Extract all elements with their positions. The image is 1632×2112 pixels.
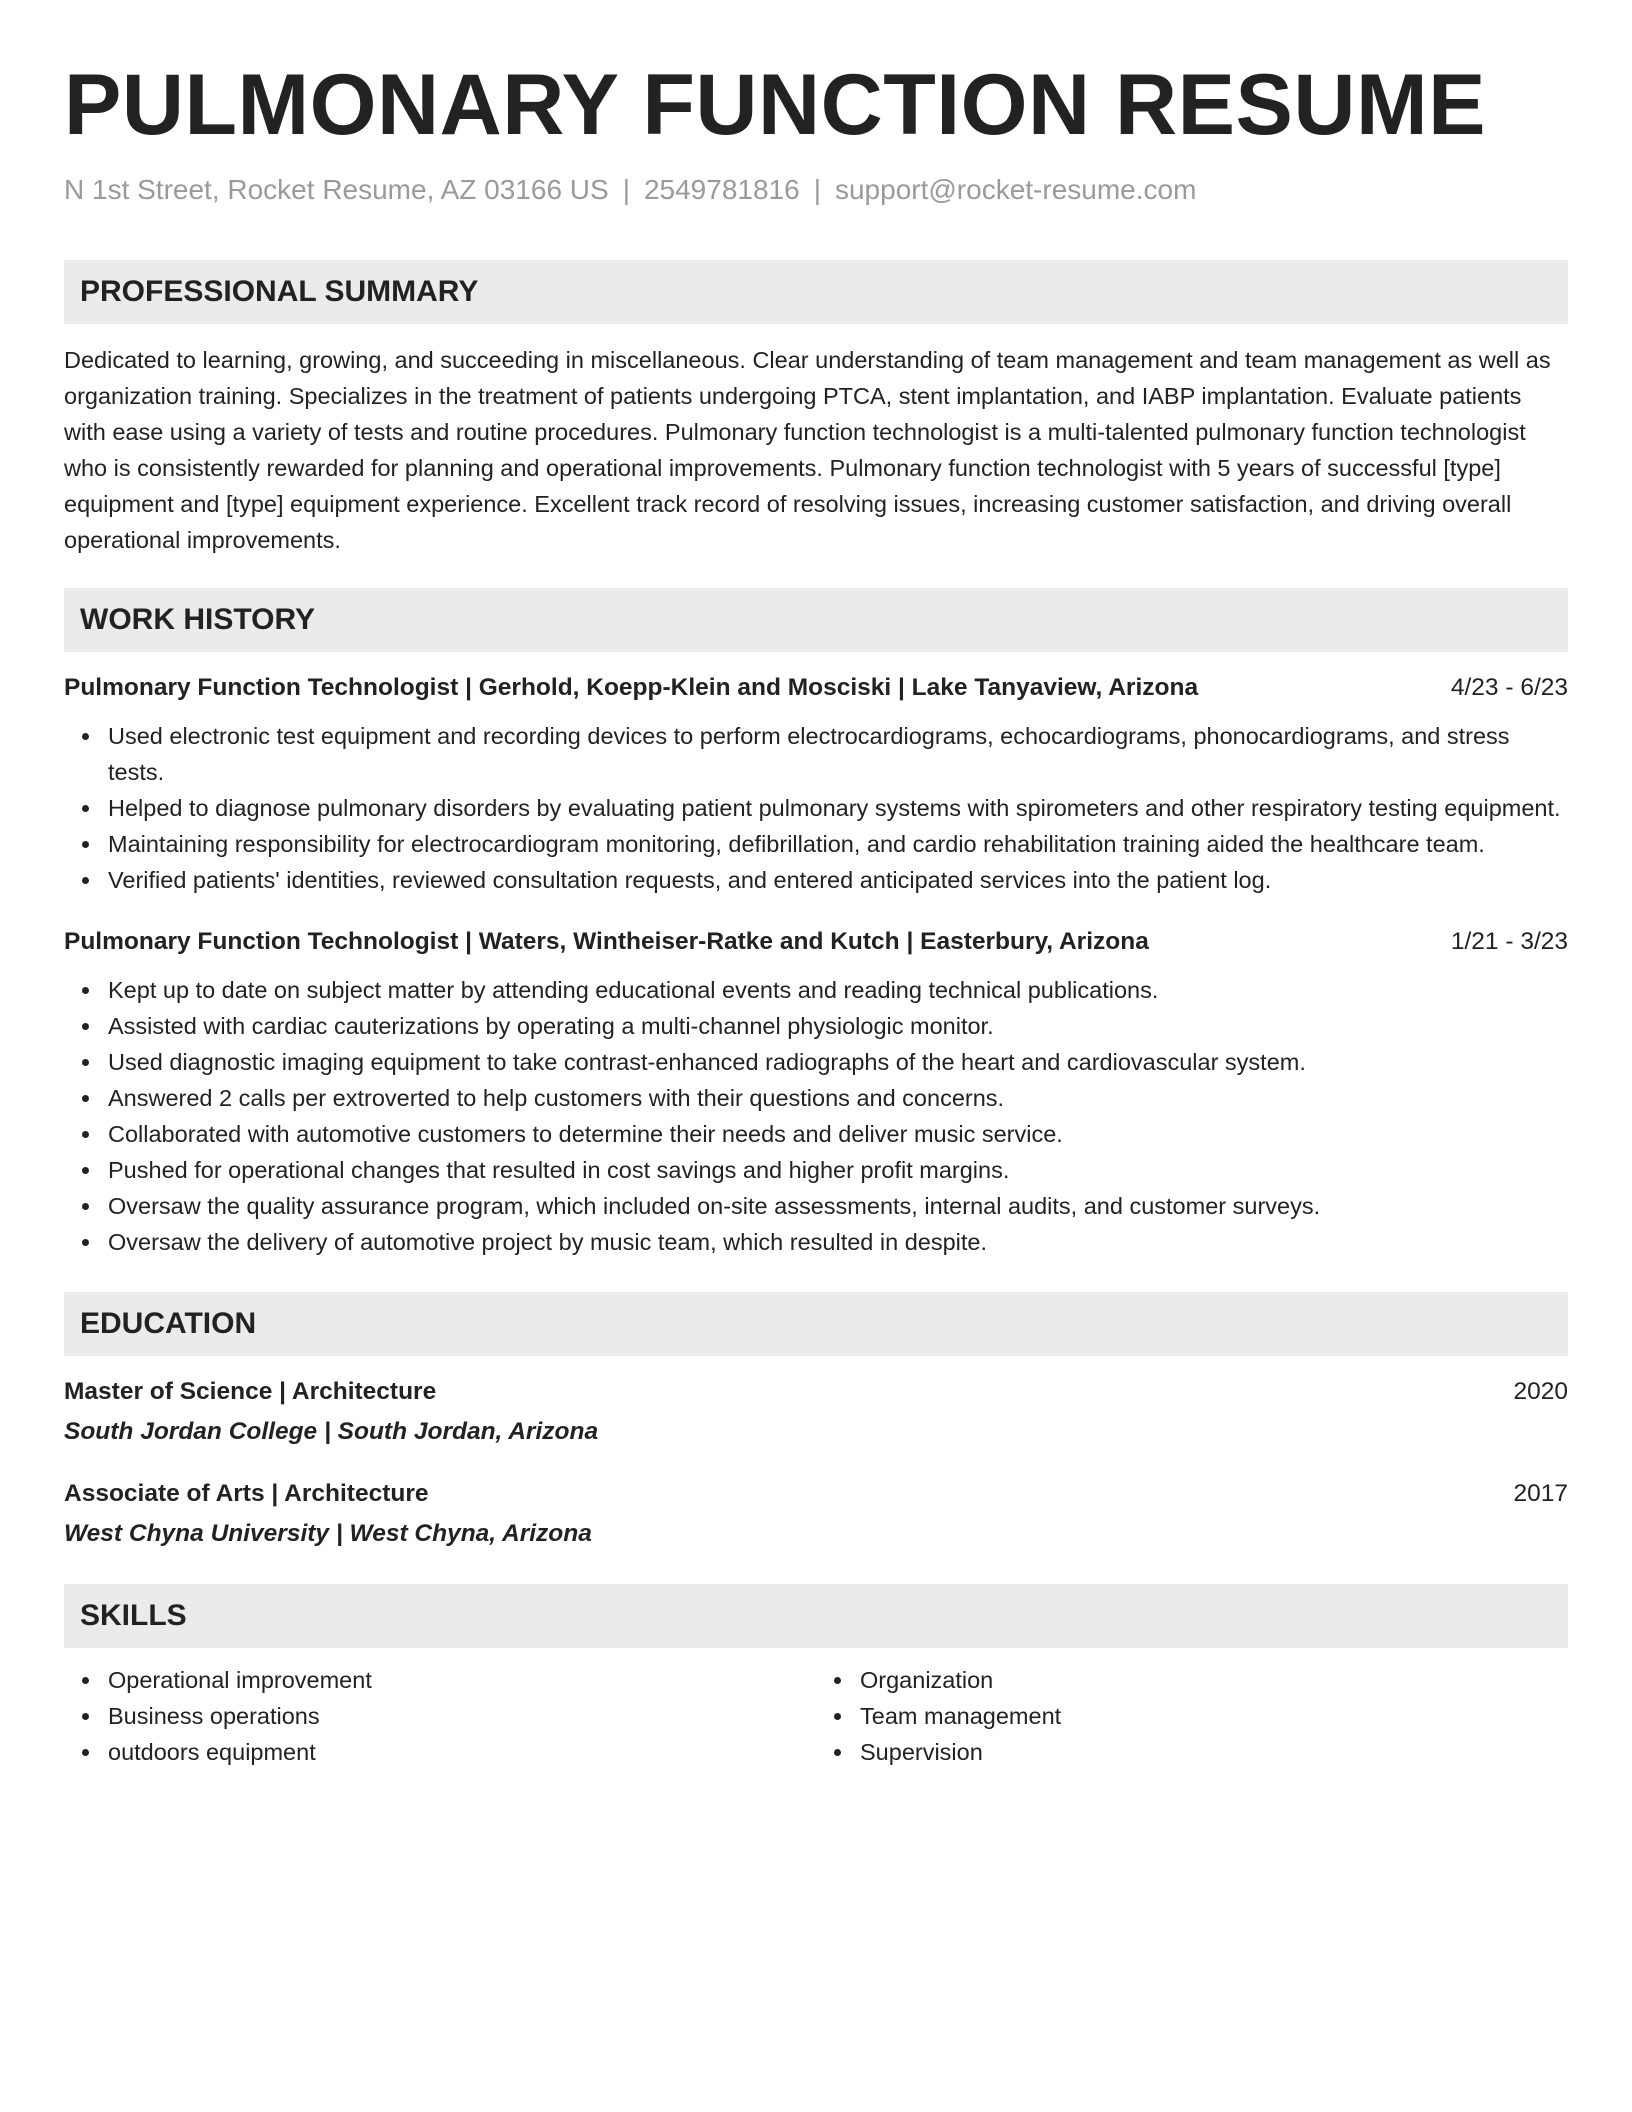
job-entry <box>64 672 1568 898</box>
list-item: Used diagnostic imaging equipment to take contrast-enhanced radiographs of the heart and cardiovascular system. <box>108 1044 1568 1080</box>
school-name: West Chyna University | West Chyna, Arizona <box>64 1520 592 1547</box>
job-bullets <box>64 972 1568 1260</box>
education-entry <box>64 1376 1568 1448</box>
skill-item: Supervision <box>860 1734 1568 1770</box>
list-item: Verified patients' identities, reviewed consultation requests, and entered anticipated services into the patient log. <box>108 862 1568 898</box>
education-header <box>64 1478 1568 1510</box>
section-header-summary <box>64 260 1568 324</box>
list-item: Maintaining responsibility for electrocardiogram monitoring, defibrillation, and cardio rehabilitation training aided the healthcare team. <box>108 826 1568 862</box>
section-title: EDUCATION <box>80 1307 257 1340</box>
education-header <box>64 1376 1568 1408</box>
list-item: Answered 2 calls per extroverted to help customers with their questions and concerns. <box>108 1080 1568 1116</box>
skill-item: Operational improvement <box>108 1662 816 1698</box>
job-title: Pulmonary Function Technologist | Waters, Wintheiser-Ratke and Kutch | Easterbury, Arizona <box>64 928 1149 955</box>
resume-name: PULMONARY FUNCTION RESUME <box>64 57 1486 153</box>
contact-email: support@rocket-resume.com <box>834 174 1197 205</box>
contact-line <box>64 176 1568 204</box>
skills-column-right <box>816 1662 1568 1770</box>
contact-separator: | <box>622 174 630 205</box>
skill-item: outdoors equipment <box>108 1734 816 1770</box>
skill-item: Business operations <box>108 1698 816 1734</box>
section-header-work-history <box>64 588 1568 652</box>
job-dates: 4/23 - 6/23 <box>1450 674 1568 701</box>
degree-title: Master of Science | Architecture <box>64 1378 437 1405</box>
section-title: WORK HISTORY <box>80 603 316 636</box>
contact-phone: 2549781816 <box>643 174 800 205</box>
graduation-year: 2017 <box>1513 1480 1568 1507</box>
job-header <box>64 672 1568 704</box>
section-title: PROFESSIONAL SUMMARY <box>80 275 479 308</box>
job-dates: 1/21 - 3/23 <box>1450 928 1568 955</box>
list-item: Used electronic test equipment and recording devices to perform electrocardiograms, echocardiograms, phonocardiograms, and stress tests. <box>108 718 1568 790</box>
list-item: Helped to diagnose pulmonary disorders by evaluating patient pulmonary systems with spirometers and other respiratory testing equipment. <box>108 790 1568 826</box>
job-bullets <box>64 718 1568 898</box>
list-item: Oversaw the delivery of automotive project by music team, which resulted in despite. <box>108 1224 1568 1260</box>
skill-item: Team management <box>860 1698 1568 1734</box>
contact-separator: | <box>813 174 821 205</box>
school-name: South Jordan College | South Jordan, Arizona <box>64 1418 599 1445</box>
contact-address: N 1st Street, Rocket Resume, AZ 03166 US <box>64 174 609 205</box>
section-header-skills <box>64 1584 1568 1648</box>
degree-title: Associate of Arts | Architecture <box>64 1480 429 1507</box>
skills-column-left <box>64 1662 816 1770</box>
job-entry <box>64 926 1568 1260</box>
summary-paragraph: Dedicated to learning, growing, and succeeding in miscellaneous. Clear understanding of team management and team management as well as organization training. Specializes in the treatment of patients undergoing PTCA, stent implantation, and IABP implantation. Evaluate patients with ease using a variety of tests and routine procedures. Pulmonary function technologist is a multi-talented pulmonary function technologist who is consistently rewarded for planning and operational improvements. Pulmonary function technologist with 5 years of successful [type] equipment and [type] equipment experience. Excellent track record of resolving issues, increasing customer satisfaction, and driving overall operational improvements. <box>64 347 1551 553</box>
list-item: Pushed for operational changes that resulted in cost savings and higher profit margins. <box>108 1152 1568 1188</box>
job-header <box>64 926 1568 958</box>
education-entry <box>64 1478 1568 1550</box>
list-item: Collaborated with automotive customers to determine their needs and deliver music service. <box>108 1116 1568 1152</box>
list-item: Kept up to date on subject matter by attending educational events and reading technical publications. <box>108 972 1568 1008</box>
list-item: Assisted with cardiac cauterizations by operating a multi-channel physiologic monitor. <box>108 1008 1568 1044</box>
skills-list <box>64 1662 1568 1770</box>
list-item: Oversaw the quality assurance program, which included on-site assessments, internal audits, and customer surveys. <box>108 1188 1568 1224</box>
skill-item: Organization <box>860 1662 1568 1698</box>
graduation-year: 2020 <box>1513 1378 1568 1405</box>
section-header-education <box>64 1292 1568 1356</box>
job-title: Pulmonary Function Technologist | Gerhold, Koepp-Klein and Mosciski | Lake Tanyaview, Arizona <box>64 674 1199 701</box>
section-title: SKILLS <box>80 1599 187 1632</box>
